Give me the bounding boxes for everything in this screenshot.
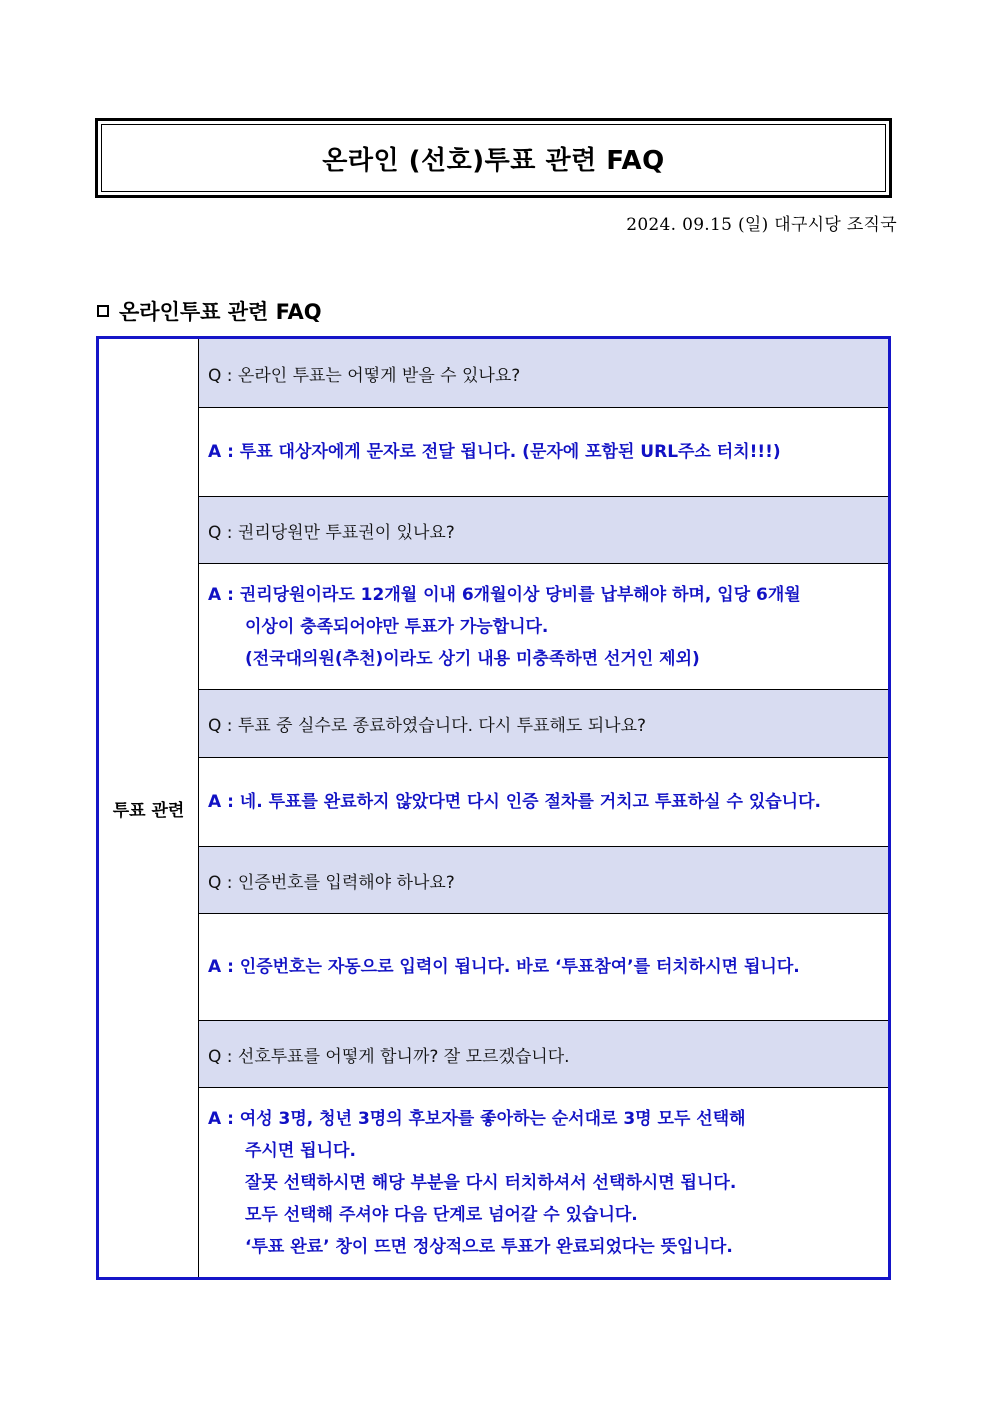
question-row [199, 847, 888, 914]
answer-row [199, 408, 888, 497]
section-heading-text: 온라인투표 관련 FAQ [119, 300, 322, 324]
question-text: Q : 인증번호를 입력해야 하나요? [208, 872, 455, 893]
category-label: 투표 관련 [112, 800, 185, 821]
answer-line: A : 권리당원이라도 12개월 이내 6개월이상 당비를 납부해야 하며, 입당 6개월 [208, 584, 801, 605]
answer-text [208, 786, 821, 818]
question-row [199, 497, 888, 564]
faq-table [96, 336, 891, 1280]
checkbox-icon [97, 305, 109, 317]
date-department-line: 2024. 09.15 (일) 대구시당 조직국 [626, 215, 897, 235]
answer-line: ‘투표 완료’ 창이 뜨면 정상적으로 투표가 완료되었다는 뜻입니다. [245, 1236, 733, 1257]
section-heading [97, 296, 322, 326]
answer-text [208, 579, 801, 675]
answer-text [208, 436, 781, 468]
question-row [199, 690, 888, 758]
answer-line: A : 여성 3명, 청년 3명의 후보자를 좋아하는 순서대로 3명 모두 선택해 [208, 1108, 746, 1129]
answer-row [199, 914, 888, 1021]
answer-row [199, 564, 888, 690]
answer-text [208, 1103, 746, 1263]
answer-line: 이상이 충족되어야만 투표가 가능합니다. [245, 616, 549, 637]
question-row [199, 1021, 888, 1088]
question-text: Q : 선호투표를 어떻게 합니까? 잘 모르겠습니다. [208, 1046, 570, 1067]
category-cell [99, 339, 199, 1277]
answer-text [208, 951, 800, 983]
faq-rows [199, 339, 888, 1277]
answer-line: A : 네. 투표를 완료하지 않았다면 다시 인증 절차를 거치고 투표하실 수 있습니다. [208, 792, 821, 812]
answer-line: 주시면 됩니다. [245, 1140, 356, 1161]
answer-line: 모두 선택해 주셔야 다음 단계로 넘어갈 수 있습니다. [245, 1204, 638, 1225]
answer-line: A : 인증번호는 자동으로 입력이 됩니다. 바로 ‘투표참여’를 터치하시면 됩니다. [208, 957, 800, 977]
page-title: 온라인 (선호)투표 관련 FAQ [322, 145, 665, 176]
title-box [95, 118, 892, 198]
answer-row [199, 1088, 888, 1277]
title-inner-border [101, 124, 886, 192]
question-text: Q : 온라인 투표는 어떻게 받을 수 있나요? [208, 365, 521, 386]
question-row [199, 339, 888, 408]
question-text: Q : 권리당원만 투표권이 있나요? [208, 522, 455, 543]
question-text: Q : 투표 중 실수로 종료하였습니다. 다시 투표해도 되나요? [208, 716, 647, 736]
answer-line: (전국대의원(추천)이라도 상기 내용 미충족하면 선거인 제외) [245, 648, 700, 669]
answer-line: A : 투표 대상자에게 문자로 전달 됩니다. (문자에 포함된 URL주소 터치!!!) [208, 442, 781, 462]
answer-row [199, 758, 888, 847]
answer-line: 잘못 선택하시면 해당 부분을 다시 터치하셔서 선택하시면 됩니다. [245, 1172, 737, 1193]
